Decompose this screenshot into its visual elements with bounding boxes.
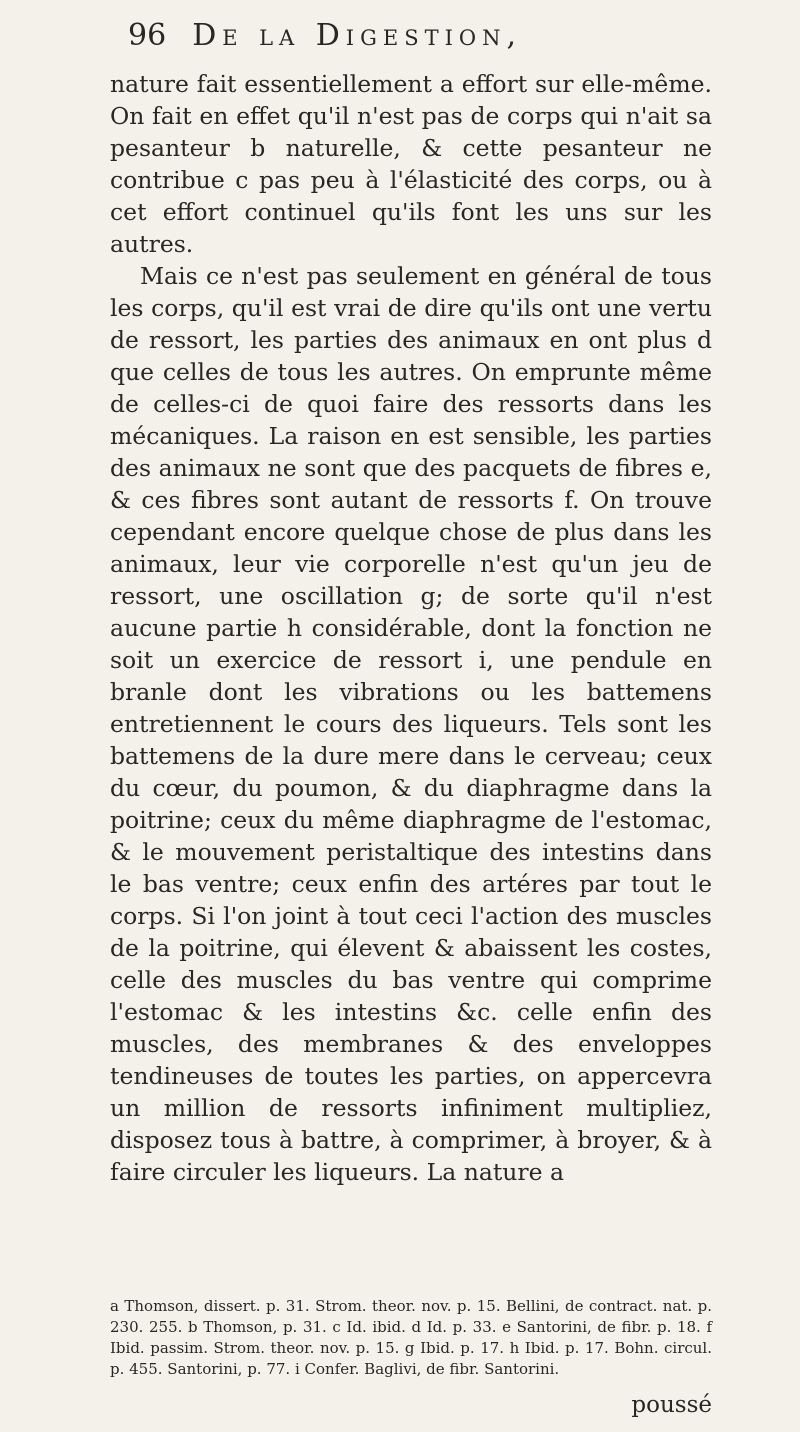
catchword: poussé xyxy=(631,1392,712,1418)
footnotes: a Thomson, dissert. p. 31. Strom. theor. nov. p. 15. Bellini, de contract. nat. p. 230. 255. b Thomson, p. 31. c Id. ibid. d Id. p. 33. e Santorini, de fibr. p. 18. f Ibid. passim. Strom. theor. nov. p. 15. g Ibid. p. 17. h Ibid. p. 17. Bohn. circul. p. 455. Santorini, p. 77. i Confer. Baglivi, de fibr. Santorini. xyxy=(110,1297,712,1378)
page-number: 96 xyxy=(128,18,167,53)
paragraph: nature fait essentiellement a effort sur elle-même. On fait en effet qu'il n'est pas de corps qui n'ait sa pesanteur b naturelle, & cette pesanteur ne contribue c pas peu à l'élasticité des corps, ou à cet effort continuel qu'ils font les uns sur les autres. xyxy=(110,70,712,258)
running-title: De la Digestion, xyxy=(192,18,523,53)
body-text xyxy=(110,68,712,1188)
paragraph: Mais ce n'est pas seulement en général de tous les corps, qu'il est vrai de dire qu'ils ont une vertu de ressort, les parties des animaux en ont plus d que celles de tous les autres. On emprunte même de celles-ci de quoi faire des ressorts dans les mécaniques. La raison en est sensible, les parties des animaux ne sont que des pacquets de fibres e, & ces fibres sont autant de ressorts f. On trouve cependant encore quelque chose de plus dans les animaux, leur vie corporelle n'est qu'un jeu de ressort, une oscillation g; de sorte qu'il n'est aucune partie h considérable, dont la fonction ne soit un exercice de ressort i, une pendule en branle dont les vibrations ou les battemens entretiennent le cours des liqueurs. Tels sont les battemens de la dure mere dans le cerveau; ceux du cœur, du poumon, & du diaphragme dans la poitrine; ceux du même diaphragme de l'estomac, & le mouvement peristaltique des intestins dans le bas ventre; ceux enfin des artéres par tout le corps. Si l'on joint à tout ceci l'action des muscles de la poitrine, qui élevent & abaissent les costes, celle des muscles du bas ventre qui comprime l'estomac & les intestins &c. celle enfin des muscles, des membranes & des enveloppes tendineuses de toutes les parties, on appercevra un million de ressorts infiniment multipliez, disposez tous à battre, à comprimer, à broyer, & à faire circuler les liqueurs. La nature a xyxy=(110,262,712,1186)
page-header xyxy=(128,18,728,53)
